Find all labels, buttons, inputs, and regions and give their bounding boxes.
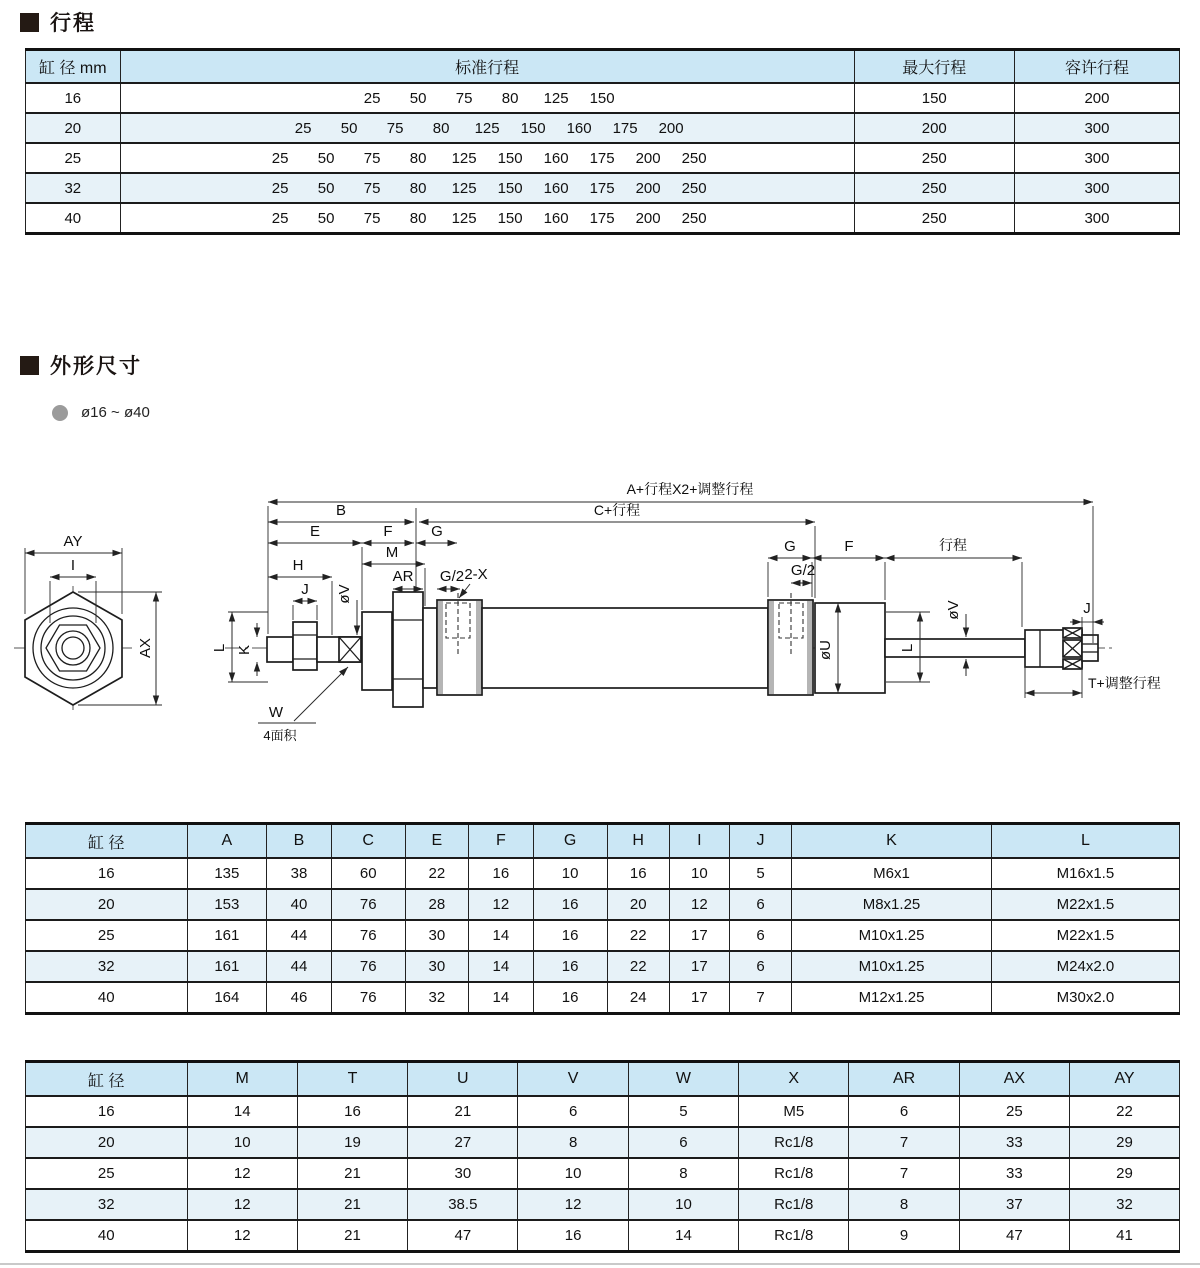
dim-label-v-left: øV — [336, 584, 353, 604]
stroke-value: 250 — [681, 179, 707, 197]
cell: 47 — [959, 1220, 1069, 1252]
allowable-stroke-cell: 200 — [1014, 83, 1179, 113]
dimension-table-a-l — [25, 822, 1180, 1015]
column-header: AX — [959, 1062, 1069, 1097]
stroke-value: 80 — [432, 119, 450, 137]
cell: 40 — [26, 982, 188, 1014]
cell: 14 — [187, 1096, 297, 1127]
table-row — [26, 951, 1180, 982]
cell: 153 — [187, 889, 267, 920]
dim-label-t: T+调整行程 — [1088, 675, 1161, 691]
cell: M22x1.5 — [991, 920, 1179, 951]
cell: 14 — [469, 951, 534, 982]
stroke-value: 80 — [501, 89, 519, 107]
allowable-stroke-cell: 300 — [1014, 173, 1179, 203]
table-row — [26, 1189, 1180, 1220]
bullet-circle-icon — [52, 405, 68, 421]
cell: 44 — [267, 920, 332, 951]
cell: 8 — [628, 1158, 738, 1189]
stroke-value: 250 — [681, 149, 707, 167]
table-row — [26, 982, 1180, 1014]
cell: 20 — [26, 889, 188, 920]
cell: 25 — [26, 920, 188, 951]
cell: 16 — [533, 920, 607, 951]
column-header: M — [187, 1062, 297, 1097]
cell: 6 — [518, 1096, 628, 1127]
standard-strokes-cell — [120, 143, 854, 173]
column-header: C — [331, 824, 405, 859]
rod-cap — [768, 600, 813, 695]
allowable-stroke-cell: 300 — [1014, 143, 1179, 173]
stroke-table-row — [26, 203, 1180, 234]
stroke-value: 80 — [409, 209, 427, 227]
stroke-value: 150 — [497, 179, 523, 197]
cell: 22 — [607, 920, 669, 951]
cell: 22 — [1070, 1096, 1180, 1127]
column-header: I — [669, 824, 729, 859]
dim-label-g2-left: G/2 — [439, 568, 465, 585]
cell: 47 — [408, 1220, 518, 1252]
stroke-value: 50 — [340, 119, 358, 137]
cell: 6 — [849, 1096, 959, 1127]
allowable-stroke-cell: 300 — [1014, 113, 1179, 143]
cell: 27 — [408, 1127, 518, 1158]
cell: 16 — [518, 1220, 628, 1252]
dim-label-2x: 2-X — [464, 566, 488, 583]
column-header: E — [405, 824, 468, 859]
dim-label-g2-right: G/2 — [790, 562, 816, 579]
column-header: A — [187, 824, 267, 859]
cell: 9 — [849, 1220, 959, 1252]
bore-cell: 32 — [26, 173, 121, 203]
column-header-standard-stroke: 标准行程 — [120, 50, 854, 84]
stroke-value: 200 — [635, 149, 661, 167]
bore-cell: 20 — [26, 113, 121, 143]
column-header: 缸 径 — [26, 824, 188, 859]
cell: Rc1/8 — [739, 1127, 849, 1158]
stroke-value: 160 — [566, 119, 592, 137]
cell: 12 — [187, 1158, 297, 1189]
stroke-value: 80 — [409, 149, 427, 167]
cell: 5 — [628, 1096, 738, 1127]
column-header: V — [518, 1062, 628, 1097]
stroke-value: 75 — [363, 179, 381, 197]
section-dimensions-title: 外形尺寸 — [50, 355, 142, 378]
section-stroke-header — [20, 7, 96, 37]
cell: 33 — [959, 1158, 1069, 1189]
allowable-stroke-cell: 300 — [1014, 203, 1179, 234]
dim-label-k: K — [236, 644, 253, 656]
cell: 60 — [331, 858, 405, 889]
cell: 17 — [669, 951, 729, 982]
column-header: G — [533, 824, 607, 859]
stroke-value: 25 — [294, 119, 312, 137]
cell: 76 — [331, 982, 405, 1014]
max-stroke-cell: 150 — [854, 83, 1014, 113]
standard-strokes-cell — [120, 113, 854, 143]
cell: 25 — [959, 1096, 1069, 1127]
table-row — [26, 858, 1180, 889]
column-header: AY — [1070, 1062, 1180, 1097]
dim-label-w: W — [268, 704, 284, 721]
stroke-value: 25 — [271, 149, 289, 167]
stroke-value: 75 — [363, 149, 381, 167]
stroke-value: 175 — [612, 119, 638, 137]
cell: 12 — [518, 1189, 628, 1220]
cell: 16 — [26, 1096, 188, 1127]
cell: 76 — [331, 951, 405, 982]
cylinder-tube — [482, 608, 768, 688]
cell: 20 — [26, 1127, 188, 1158]
dim-label-a: A+行程X2+调整行程 — [626, 481, 754, 497]
cell: M8x1.25 — [792, 889, 992, 920]
cell: 40 — [267, 889, 332, 920]
stroke-table — [25, 48, 1180, 235]
section-square-icon — [20, 13, 39, 32]
dim-label-b: B — [335, 502, 347, 519]
dim-label-h: H — [292, 557, 304, 574]
stroke-value: 200 — [635, 179, 661, 197]
cell: 7 — [849, 1127, 959, 1158]
stroke-value: 150 — [520, 119, 546, 137]
stroke-value: 175 — [589, 149, 615, 167]
cell: 5 — [729, 858, 791, 889]
cell: 29 — [1070, 1127, 1180, 1158]
cell: 29 — [1070, 1158, 1180, 1189]
cell: M10x1.25 — [792, 951, 992, 982]
cell: 44 — [267, 951, 332, 982]
dim-label-m: M — [385, 544, 399, 561]
stroke-value: 75 — [386, 119, 404, 137]
cell: 38.5 — [408, 1189, 518, 1220]
cylinder-side-view — [225, 592, 1112, 707]
cell: 10 — [669, 858, 729, 889]
stroke-value: 50 — [317, 209, 335, 227]
cell: 22 — [405, 858, 468, 889]
stroke-table-row — [26, 113, 1180, 143]
column-header: X — [739, 1062, 849, 1097]
cell: 17 — [669, 982, 729, 1014]
max-stroke-cell: 250 — [854, 203, 1014, 234]
cell: 21 — [297, 1158, 407, 1189]
cell: 6 — [729, 951, 791, 982]
dim-label-e: E — [309, 523, 321, 540]
cell: 38 — [267, 858, 332, 889]
cell: 6 — [729, 889, 791, 920]
bore-range-row — [52, 404, 150, 421]
bore-cell: 16 — [26, 83, 121, 113]
cell: 16 — [533, 951, 607, 982]
column-header: W — [628, 1062, 738, 1097]
cell: M5 — [739, 1096, 849, 1127]
cell: M16x1.5 — [991, 858, 1179, 889]
cell: 12 — [669, 889, 729, 920]
stroke-value: 150 — [497, 149, 523, 167]
table-row — [26, 1158, 1180, 1189]
cell: 7 — [849, 1158, 959, 1189]
dim-label-g-right: G — [784, 538, 796, 555]
cell: 30 — [408, 1158, 518, 1189]
standard-strokes-cell — [120, 173, 854, 203]
column-header-bore: 缸 径 mm — [26, 50, 121, 84]
cell: 28 — [405, 889, 468, 920]
dim-label-f-right: F — [844, 538, 854, 555]
column-header-allowable-stroke: 容许行程 — [1014, 50, 1179, 84]
head-cap — [437, 600, 482, 695]
stroke-value: 25 — [271, 179, 289, 197]
cell: 135 — [187, 858, 267, 889]
cell: 12 — [469, 889, 534, 920]
stroke-value: 150 — [497, 209, 523, 227]
column-header: T — [297, 1062, 407, 1097]
table-header-row — [26, 1062, 1180, 1097]
cell: 37 — [959, 1189, 1069, 1220]
cell: 21 — [297, 1189, 407, 1220]
cell: 10 — [628, 1189, 738, 1220]
bore-cell: 40 — [26, 203, 121, 234]
column-header: J — [729, 824, 791, 859]
cell: 12 — [187, 1220, 297, 1252]
stroke-value: 200 — [635, 209, 661, 227]
cell: 20 — [607, 889, 669, 920]
column-header: 缸 径 — [26, 1062, 188, 1097]
column-header: F — [469, 824, 534, 859]
stroke-table-header-row — [26, 50, 1180, 84]
cell: M10x1.25 — [792, 920, 992, 951]
table-row — [26, 1220, 1180, 1252]
stroke-value: 50 — [317, 149, 335, 167]
cell: M12x1.25 — [792, 982, 992, 1014]
cell: M6x1 — [792, 858, 992, 889]
dim-label-w-area: 4面积 — [263, 728, 297, 743]
cell: 12 — [187, 1189, 297, 1220]
cell: 21 — [297, 1220, 407, 1252]
stroke-table-row — [26, 83, 1180, 113]
dim-label-j-right: J — [1083, 600, 1091, 617]
cell: 22 — [607, 951, 669, 982]
cell: 16 — [607, 858, 669, 889]
standard-strokes-cell — [120, 83, 854, 113]
standard-strokes-cell — [120, 203, 854, 234]
cell: 16 — [533, 889, 607, 920]
cell: 32 — [26, 951, 188, 982]
column-header: K — [792, 824, 992, 859]
cell: 21 — [408, 1096, 518, 1127]
dim-label-u: øU — [817, 640, 834, 660]
cell: 17 — [669, 920, 729, 951]
cell: 25 — [26, 1158, 188, 1189]
cell: 33 — [959, 1127, 1069, 1158]
dimension-table-m-ay — [25, 1060, 1180, 1253]
dim-label-ay: AY — [63, 533, 83, 550]
stroke-value: 125 — [451, 149, 477, 167]
end-nut — [1082, 635, 1098, 661]
cell: 10 — [518, 1158, 628, 1189]
column-header: L — [991, 824, 1179, 859]
cell: 8 — [518, 1127, 628, 1158]
stroke-value: 250 — [681, 209, 707, 227]
stroke-value: 160 — [543, 179, 569, 197]
dim-label-j-left: J — [301, 581, 309, 598]
table-header-row — [26, 824, 1180, 859]
dim-label-i: I — [70, 557, 76, 574]
cell: 41 — [1070, 1220, 1180, 1252]
cell: 6 — [628, 1127, 738, 1158]
stroke-value: 160 — [543, 149, 569, 167]
dim-label-g-left: G — [431, 523, 443, 540]
cell: 161 — [187, 951, 267, 982]
stroke-value: 125 — [451, 179, 477, 197]
cell: 7 — [729, 982, 791, 1014]
max-stroke-cell: 250 — [854, 143, 1014, 173]
section-dimensions-header — [20, 350, 142, 380]
stroke-value: 175 — [589, 179, 615, 197]
cell: 76 — [331, 920, 405, 951]
cell: 164 — [187, 982, 267, 1014]
stroke-value: 25 — [363, 89, 381, 107]
stroke-value: 75 — [455, 89, 473, 107]
cylinder-end-view — [14, 533, 162, 710]
cell: 161 — [187, 920, 267, 951]
cell: 6 — [729, 920, 791, 951]
column-header: H — [607, 824, 669, 859]
stroke-value: 200 — [658, 119, 684, 137]
column-header: B — [267, 824, 332, 859]
cell: 14 — [628, 1220, 738, 1252]
section-square-icon — [20, 356, 39, 375]
cell: 32 — [26, 1189, 188, 1220]
stroke-value: 125 — [474, 119, 500, 137]
stroke-value: 125 — [451, 209, 477, 227]
cell: 14 — [469, 920, 534, 951]
page-bottom-rule — [0, 1263, 1200, 1265]
cell: M22x1.5 — [991, 889, 1179, 920]
stroke-value: 25 — [271, 209, 289, 227]
table-row — [26, 920, 1180, 951]
stroke-table-row — [26, 143, 1180, 173]
column-header: U — [408, 1062, 518, 1097]
stroke-value: 160 — [543, 209, 569, 227]
stroke-value: 50 — [317, 179, 335, 197]
cell: 76 — [331, 889, 405, 920]
cell: 16 — [533, 982, 607, 1014]
max-stroke-cell: 250 — [854, 173, 1014, 203]
dim-label-c: C+行程 — [593, 502, 641, 518]
cell: 16 — [469, 858, 534, 889]
cell: 46 — [267, 982, 332, 1014]
dim-label-stroke: 行程 — [939, 537, 967, 553]
cell: Rc1/8 — [739, 1158, 849, 1189]
cell: 30 — [405, 951, 468, 982]
cell: 10 — [533, 858, 607, 889]
cell: 16 — [26, 858, 188, 889]
stroke-table-row — [26, 173, 1180, 203]
max-stroke-cell: 200 — [854, 113, 1014, 143]
column-header-max-stroke: 最大行程 — [854, 50, 1014, 84]
stroke-value: 150 — [589, 89, 615, 107]
dim-label-ax: AX — [137, 637, 154, 659]
cell: M24x2.0 — [991, 951, 1179, 982]
stroke-value: 175 — [589, 209, 615, 227]
bore-cell: 25 — [26, 143, 121, 173]
stroke-value: 50 — [409, 89, 427, 107]
table-row — [26, 1096, 1180, 1127]
section-stroke-title: 行程 — [50, 12, 96, 35]
cell: 32 — [1070, 1189, 1180, 1220]
cell: 16 — [297, 1096, 407, 1127]
cell: M30x2.0 — [991, 982, 1179, 1014]
cell: 10 — [187, 1127, 297, 1158]
cell: Rc1/8 — [739, 1189, 849, 1220]
cell: 30 — [405, 920, 468, 951]
stroke-value: 80 — [409, 179, 427, 197]
cell: 24 — [607, 982, 669, 1014]
dim-label-ar: AR — [392, 568, 414, 585]
cylinder-dimension-drawing — [0, 460, 1200, 780]
stroke-value: 75 — [363, 209, 381, 227]
cell: 40 — [26, 1220, 188, 1252]
dim-label-f-left: F — [383, 523, 393, 540]
cell: 14 — [469, 982, 534, 1014]
cell: Rc1/8 — [739, 1220, 849, 1252]
table-row — [26, 1127, 1180, 1158]
dim-label-l-left: L — [211, 643, 228, 653]
bore-range-label: ø16 ~ ø40 — [81, 404, 150, 421]
dim-label-l-right: L — [899, 643, 916, 653]
dim-label-v-right: øV — [945, 600, 962, 620]
cell: 32 — [405, 982, 468, 1014]
column-header: AR — [849, 1062, 959, 1097]
cell: 19 — [297, 1127, 407, 1158]
stroke-value: 125 — [543, 89, 569, 107]
cell: 8 — [849, 1189, 959, 1220]
table-row — [26, 889, 1180, 920]
